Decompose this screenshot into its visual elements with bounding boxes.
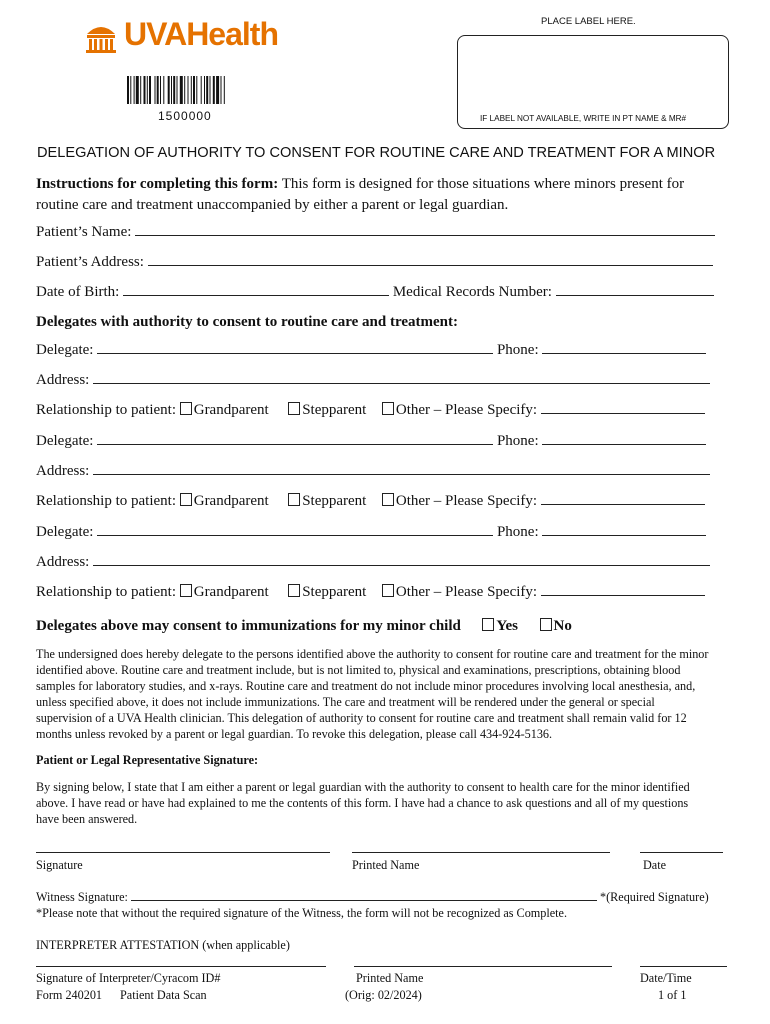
paragraph-line: above. I have read or have had explained to me the contents of this form. I have had a chance to ask questions and all of my questions: [36, 796, 689, 810]
instructions-text-2: routine care and treatment unaccompanied by either a parent or legal guardian.: [36, 197, 509, 213]
instructions-text: This form is designed for those situations where minors present for: [278, 176, 685, 192]
delegates-heading-text: Delegates with authority to consent to routine care and treatment:: [36, 314, 459, 330]
patient-name-label: Patient’s Name:: [36, 224, 132, 240]
signature-label: Signature: [36, 858, 83, 872]
barcode-bar: [144, 76, 146, 104]
orig-date: (Orig: 02/2024): [345, 988, 422, 1002]
interpreter-datetime-label: Date/Time: [640, 971, 692, 985]
instructions: [36, 174, 736, 216]
stepparent-label: Stepparent: [302, 493, 367, 509]
other-label: Other – Please Specify:: [395, 584, 538, 600]
immunization-no-label: No: [553, 618, 572, 634]
immunization-no-checkbox[interactable]: [540, 618, 552, 631]
relationship-label: Relationship to patient:: [36, 493, 176, 509]
witness-row: [36, 889, 709, 905]
barcode-bar: [136, 76, 139, 104]
paragraph-line: The undersigned does hereby delegate to the persons identified above the authority to consent for routine care and treatment for the minor: [36, 647, 709, 661]
barcode-bar: [177, 76, 178, 104]
delegate-1-other-specify-field[interactable]: [541, 413, 705, 414]
address-label: Address:: [36, 372, 90, 388]
immunization-yes-label: Yes: [496, 618, 519, 634]
signature-heading-text: Patient or Legal Representative Signature:: [36, 753, 259, 767]
delegate-3-stepparent-checkbox[interactable]: [288, 584, 300, 597]
patient-name-row: [36, 224, 715, 241]
immunization-label: Delegates above may consent to immunizations for my minor child: [36, 618, 461, 634]
delegate-1-grandparent-checkbox[interactable]: [180, 402, 192, 415]
delegate-2-grandparent-checkbox[interactable]: [180, 493, 192, 506]
paragraph-line: identified above. Routine care and treatment include, but is not limited to, physical and examinations, prescriptions, obtaining blood: [36, 663, 681, 677]
interpreter-printed-name-line[interactable]: [354, 966, 612, 967]
barcode-bar: [163, 76, 164, 104]
delegate-label: Delegate:: [36, 524, 94, 540]
barcode-bar: [155, 76, 156, 104]
barcode-bar: [184, 76, 185, 104]
barcode-bar: [157, 76, 159, 104]
delegate-1-stepparent-checkbox[interactable]: [288, 402, 300, 415]
delegate-3-other-specify-field[interactable]: [541, 595, 705, 596]
barcode-bar: [201, 76, 202, 104]
grandparent-label: Grandparent: [193, 584, 269, 600]
delegate-3-address-field[interactable]: [93, 565, 710, 566]
interpreter-signature-label: Signature of Interpreter/Cyracom ID#: [36, 971, 221, 985]
instructions-heading: Instructions for completing this form:: [36, 176, 279, 192]
delegate-row: [36, 342, 706, 359]
immunization-yes-checkbox[interactable]: [482, 618, 494, 631]
delegate-3-name-field[interactable]: [97, 535, 493, 536]
delegate-1-name-field[interactable]: [97, 353, 493, 354]
barcode-bar: [140, 76, 141, 104]
barcode-bar: [127, 76, 129, 104]
paragraph-line: supervision of a UVA Health clinician. This delegation of authority to consent for routine care and treatment shall remain valid for 12: [36, 711, 687, 725]
barcode-bar: [168, 76, 170, 104]
witness-signature-field[interactable]: [131, 900, 597, 901]
delegate-1-other-checkbox[interactable]: [382, 402, 394, 415]
barcode-bar: [147, 76, 148, 104]
stepparent-label: Stepparent: [302, 584, 367, 600]
form-title: DELEGATION OF AUTHORITY TO CONSENT FOR ROUTINE CARE AND TREATMENT FOR A MINOR: [37, 145, 716, 161]
patient-name-field[interactable]: [135, 235, 715, 236]
barcode-bar: [130, 76, 131, 104]
barcode-bar: [173, 76, 175, 104]
interpreter-printed-name-label: Printed Name: [356, 971, 424, 985]
witness-note: *Please note that without the required signature of the Witness, the form will not be recognized as Complete.: [36, 906, 567, 920]
attestation-paragraph: [36, 779, 748, 827]
delegate-address-row: [36, 554, 710, 571]
barcode-bar: [193, 76, 195, 104]
delegate-address-row: [36, 372, 710, 389]
delegate-row: [36, 433, 706, 450]
delegate-2-address-field[interactable]: [93, 474, 710, 475]
printed-name-line[interactable]: [352, 852, 610, 853]
phone-label: Phone:: [496, 524, 539, 540]
patient-address-label: Patient’s Address:: [36, 254, 144, 270]
stepparent-label: Stepparent: [302, 402, 367, 418]
delegate-3-phone-field[interactable]: [542, 535, 706, 536]
delegate-label: Delegate:: [36, 433, 94, 449]
signature-line[interactable]: [36, 852, 330, 853]
barcode-number: 1500000: [158, 109, 212, 123]
patient-address-row: [36, 254, 713, 271]
scan-type: Patient Data Scan: [120, 988, 207, 1002]
patient-address-field[interactable]: [148, 265, 713, 266]
printed-name-label: Printed Name: [352, 858, 420, 872]
relationship-row: [36, 493, 705, 510]
barcode-graphic: [127, 76, 267, 104]
delegate-label: Delegate:: [36, 342, 94, 358]
paragraph-line: months unless revoked by a parent or legal guardian. To revoke this delegation, please call 434-924-5136.: [36, 727, 553, 741]
interpreter-datetime-line[interactable]: [640, 966, 727, 967]
paragraph-line: have been answered.: [36, 812, 138, 826]
address-label: Address:: [36, 463, 90, 479]
dob-label: Date of Birth:: [36, 284, 120, 300]
dob-row: [36, 284, 714, 301]
barcode-bar: [134, 76, 135, 104]
witness-label: Witness Signature:: [36, 890, 128, 904]
mrn-label: Medical Records Number:: [392, 284, 552, 300]
barcode-bar: [196, 76, 197, 104]
barcode-bar: [171, 76, 172, 104]
date-label: Date: [643, 858, 667, 872]
grandparent-label: Grandparent: [193, 493, 269, 509]
rotunda-icon: [84, 20, 118, 54]
delegate-3-other-checkbox[interactable]: [382, 584, 394, 597]
label-box-title: PLACE LABEL HERE.: [541, 16, 636, 27]
mrn-field[interactable]: [556, 295, 714, 296]
delegates-heading: [36, 314, 458, 331]
date-line[interactable]: [640, 852, 723, 853]
delegate-1-address-field[interactable]: [93, 383, 710, 384]
barcode-bar: [206, 76, 208, 104]
barcode-bar: [160, 76, 161, 104]
other-label: Other – Please Specify:: [395, 493, 538, 509]
barcode-bar: [180, 76, 183, 104]
grandparent-label: Grandparent: [193, 402, 269, 418]
barcode-bar: [204, 76, 205, 104]
barcode-bar: [188, 76, 189, 104]
other-label: Other – Please Specify:: [395, 402, 538, 418]
immunization-row: [36, 618, 572, 635]
relationship-row: [36, 584, 705, 601]
delegate-2-name-field[interactable]: [97, 444, 493, 445]
paragraph-line: By signing below, I state that I am either a parent or legal guardian with the authority to consent to health care for the minor identified: [36, 780, 690, 794]
interpreter-heading: INTERPRETER ATTESTATION (when applicable): [36, 938, 290, 952]
paragraph-line: samples for laboratory studies, and x-rays. Routine care and treatment do not include minor procedures involving local anesthesia, and,: [36, 679, 696, 693]
relationship-row: [36, 402, 705, 419]
barcode-bar: [191, 76, 192, 104]
page-number: 1 of 1: [658, 988, 687, 1002]
delegate-1-phone-field[interactable]: [542, 353, 706, 354]
witness-required-note: *(Required Signature): [600, 890, 709, 904]
signature-heading: [36, 752, 258, 768]
relationship-label: Relationship to patient:: [36, 584, 176, 600]
phone-label: Phone:: [496, 433, 539, 449]
barcode-bar: [149, 76, 151, 104]
delegate-2-other-checkbox[interactable]: [382, 493, 394, 506]
barcode-bar: [213, 76, 215, 104]
barcode-bar: [224, 76, 225, 104]
paragraph-line: unless specified above, it does not include immunizations. The care and treatment will be rendered under the general or special: [36, 695, 655, 709]
interpreter-signature-line[interactable]: [36, 966, 326, 967]
barcode-bar: [221, 76, 222, 104]
delegate-address-row: [36, 463, 710, 480]
delegate-2-stepparent-checkbox[interactable]: [288, 493, 300, 506]
address-label: Address:: [36, 554, 90, 570]
dob-field[interactable]: [123, 295, 389, 296]
uva-health-logo: [84, 18, 314, 58]
barcode: [127, 76, 267, 104]
relationship-label: Relationship to patient:: [36, 402, 176, 418]
logo-wordmark: UVAHealth: [124, 16, 278, 52]
delegate-2-other-specify-field[interactable]: [541, 504, 705, 505]
phone-label: Phone:: [496, 342, 539, 358]
form-number: Form 240201: [36, 988, 103, 1002]
delegate-3-grandparent-checkbox[interactable]: [180, 584, 192, 597]
barcode-bar: [210, 76, 211, 104]
delegate-2-phone-field[interactable]: [542, 444, 706, 445]
delegation-paragraph: [36, 646, 748, 742]
delegate-row: [36, 524, 706, 541]
label-box-note: IF LABEL NOT AVAILABLE, WRITE IN PT NAME & MR#: [480, 114, 687, 123]
barcode-bar: [216, 76, 219, 104]
